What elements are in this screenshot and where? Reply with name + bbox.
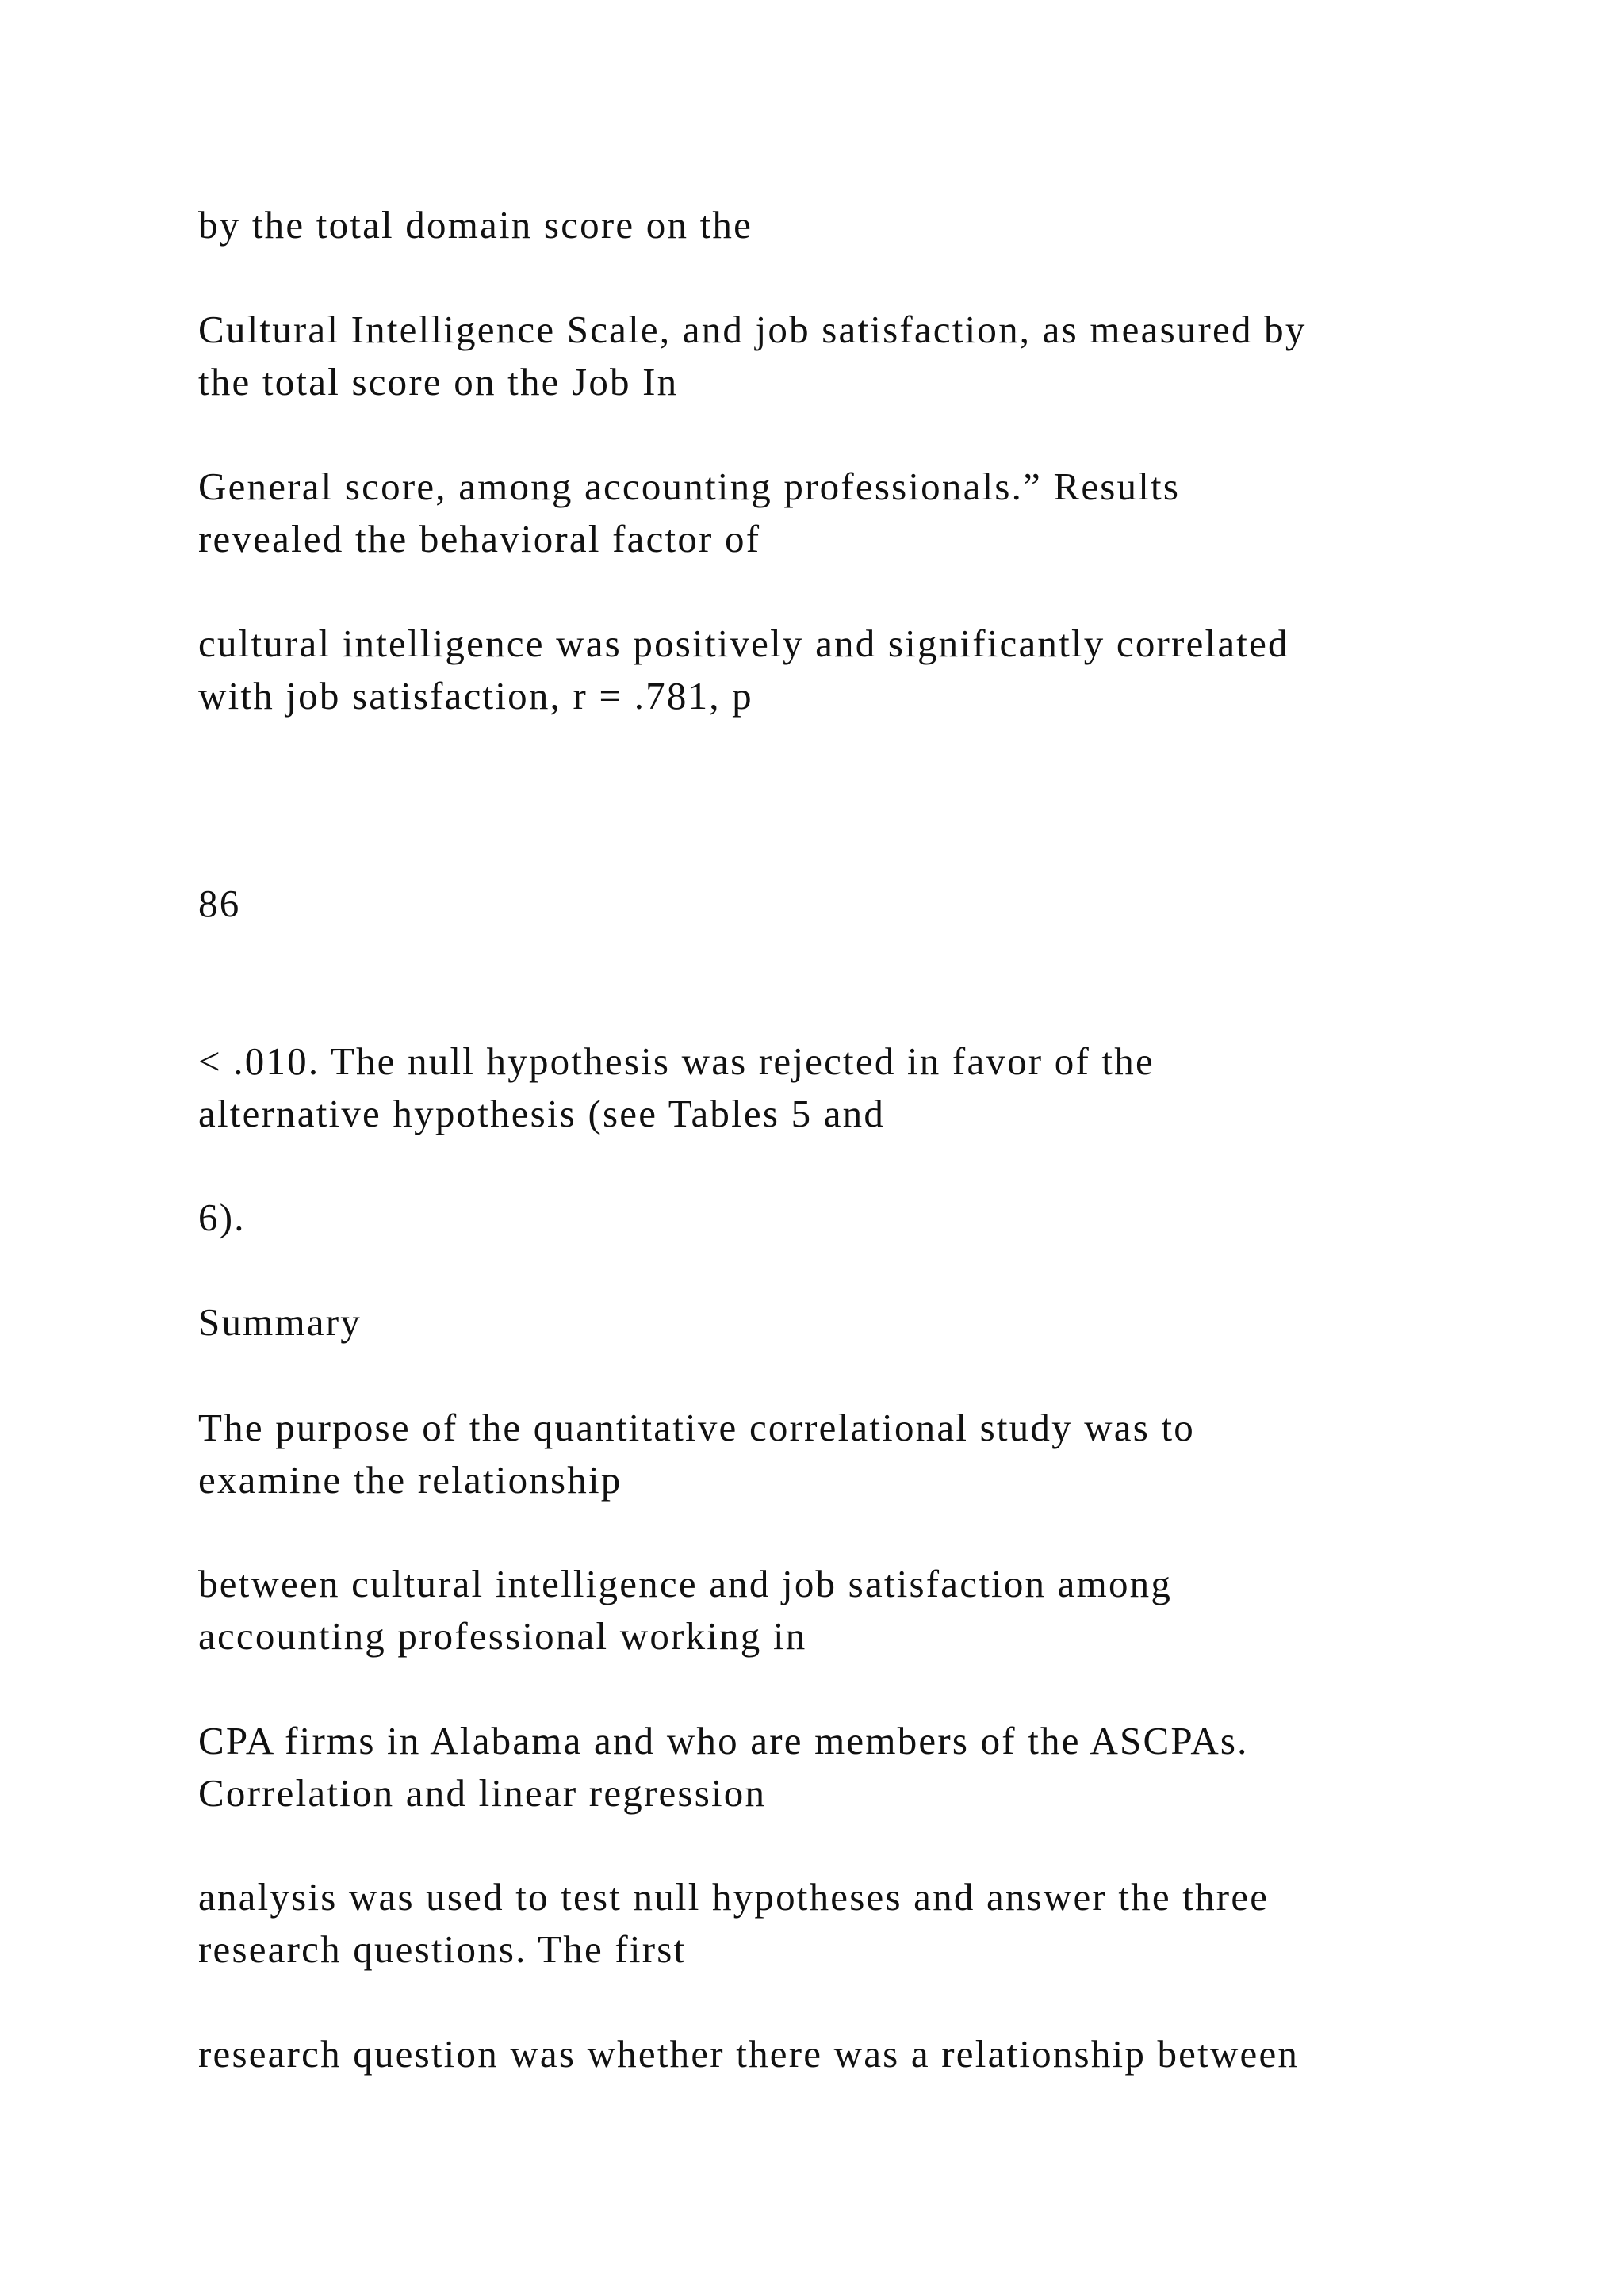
paragraph-cultural-intelligence-scale <box>198 304 1307 408</box>
text-line: analysis was used to test null hypotheses and answer the three <box>198 1875 1270 1919</box>
text-line: accounting professional working in <box>198 1614 807 1658</box>
paragraph-null-hypothesis <box>198 1035 1155 1140</box>
text-line: the total score on the Job In <box>198 360 679 404</box>
page-number-text: 86 <box>198 882 241 925</box>
text-line: research questions. The first <box>198 1927 687 1971</box>
paragraph-analysis <box>198 1871 1269 1976</box>
text-line: < .010. The null hypothesis was rejected in favor of the <box>198 1039 1155 1083</box>
text-line: 6). <box>198 1196 246 1239</box>
text-line: Cultural Intelligence Scale, and job satisfaction, as measured by <box>198 308 1307 351</box>
text-line: with job satisfaction, r = .781, p <box>198 674 753 718</box>
text-line: cultural intelligence was positively and significantly correlated <box>198 622 1289 665</box>
paragraph-cpa-firms <box>198 1715 1249 1820</box>
text-line: by the total domain score on the <box>198 203 753 247</box>
paragraph-first-research-question <box>198 2028 1299 2080</box>
paragraph-domain-score <box>198 199 753 251</box>
text-line: General score, among accounting professionals.” Results <box>198 465 1181 508</box>
paragraph-relationship <box>198 1558 1172 1663</box>
text-line: Correlation and linear regression <box>198 1771 767 1815</box>
text-line: The purpose of the quantitative correlational study was to <box>198 1406 1195 1449</box>
page-number <box>198 878 240 930</box>
paragraph-correlation-result <box>198 618 1289 722</box>
paragraph-purpose <box>198 1402 1195 1506</box>
text-line: CPA firms in Alabama and who are members of the ASCPAs. <box>198 1719 1249 1762</box>
section-heading-summary <box>198 1296 362 1349</box>
heading-text: Summary <box>198 1300 362 1344</box>
paragraph-tables-reference <box>198 1192 246 1244</box>
paragraph-general-score <box>198 461 1180 565</box>
text-line: alternative hypothesis (see Tables 5 and <box>198 1092 886 1135</box>
text-line: research question was whether there was a relationship between <box>198 2032 1300 2076</box>
text-line: examine the relationship <box>198 1458 622 1502</box>
text-line: revealed the behavioral factor of <box>198 517 761 561</box>
text-line: between cultural intelligence and job satisfaction among <box>198 1562 1173 1605</box>
